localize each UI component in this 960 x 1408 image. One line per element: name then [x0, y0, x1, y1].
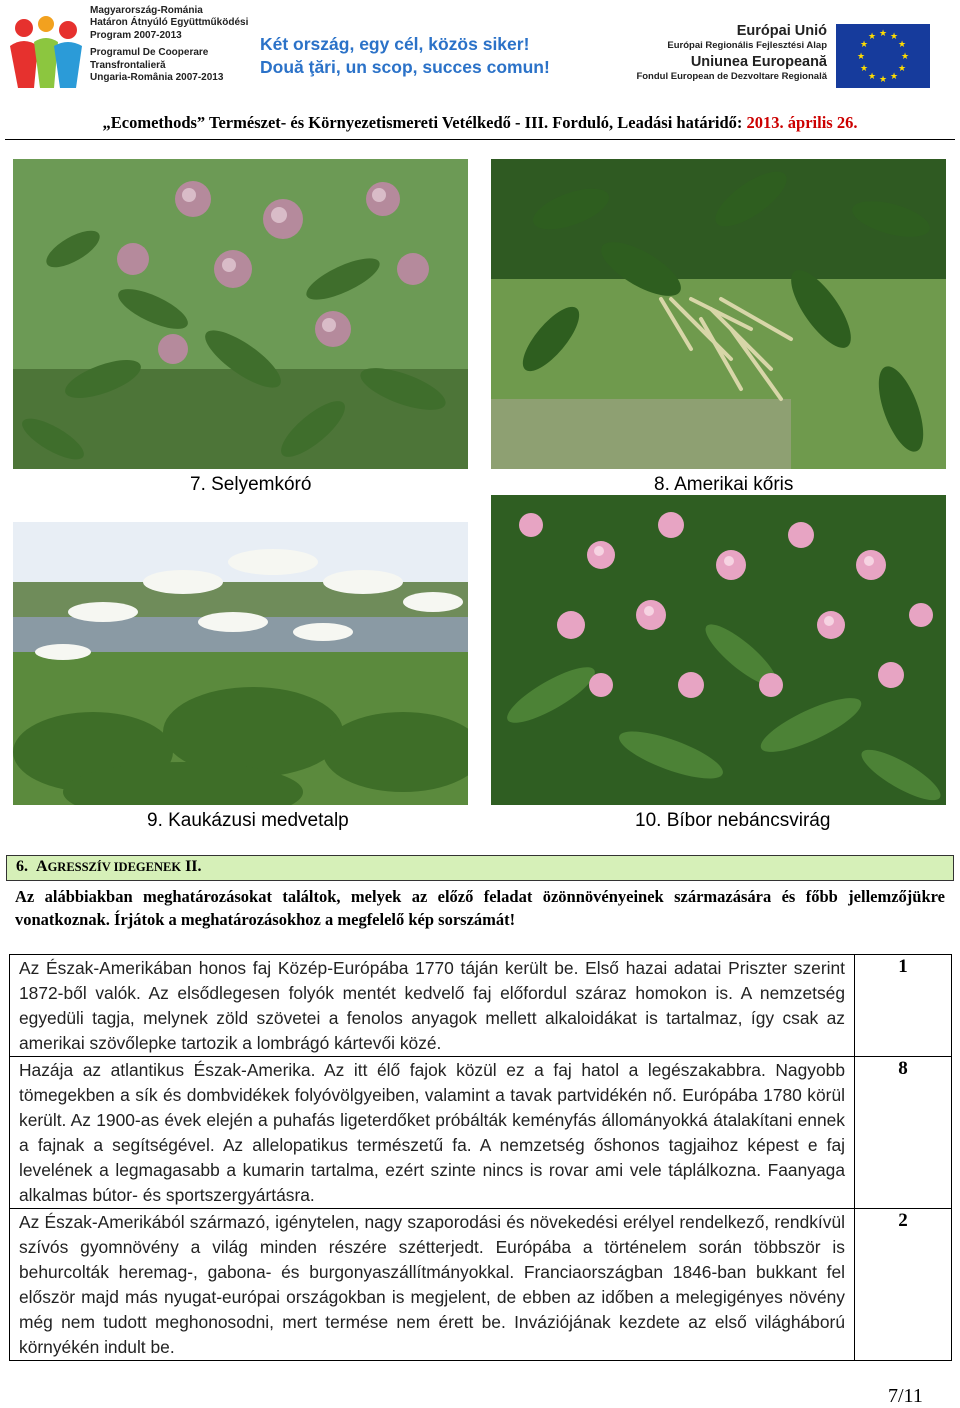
answer-cell[interactable]: 2 — [855, 1209, 952, 1361]
slogan-hu: Két ország, egy cél, közös siker! — [260, 34, 530, 54]
svg-text:★: ★ — [900, 52, 910, 62]
header-divider — [5, 139, 955, 140]
table-row — [10, 1209, 952, 1361]
milkweed-photo — [13, 159, 468, 469]
svg-text:★: ★ — [878, 29, 888, 39]
table-row — [10, 1057, 952, 1209]
slogan — [260, 33, 550, 79]
svg-text:★: ★ — [859, 40, 869, 50]
page-header — [0, 0, 960, 104]
page-title: „Ecomethods” Természet- és Környezetismereti Vetélkedő - III. Forduló, Leadási határidő: 2013. április 26. — [102, 113, 858, 132]
svg-text:★: ★ — [867, 32, 877, 42]
ro-hu-program-logo-icon — [4, 6, 88, 92]
definition-text: Hazája az atlantikus Észak-Amerika. Az itt élő fajok közül ez a faj hatol a legészakabbra. Nagyobb tömegekben a sík és dombvidékek folyóvölgyeiben, valamint a tavak partvidékén nő. Európába 1780 körül került. Az 1900-as évek elején a puhafás ligeterdőket próbálták keményfás állományokká átalakítani ennek a fajnak a segítségével. Az allelopatikus természetű fa. A nemzetség őshonos tagjaihoz képest e faj levelének a legmagasabb a kumarin tartalma, ezért szinte nincs is rovar ami vele táplálkozna. Faanyaga alkalmas bútor- és sportszergyártásra. — [10, 1057, 855, 1209]
photo-caption-8: 8. Amerikai kőris — [654, 474, 794, 495]
photo-caption-7: 7. Selyemkóró — [190, 474, 312, 495]
task-heading: 6. AGRESSZÍV IDEGENEK II. — [6, 855, 954, 881]
eu-flag-icon — [836, 24, 930, 88]
svg-text:★: ★ — [859, 64, 869, 74]
table-row — [10, 955, 952, 1057]
svg-text:★: ★ — [856, 52, 866, 62]
svg-text:★: ★ — [897, 40, 907, 50]
program-name: Magyarország-Románia Határon Átnyúló Együttműködési Program 2007-2013 Programul De Cooperare Transfrontalieră Ungaria-România 2007-2013 — [90, 5, 249, 84]
page-number: 7/11 — [888, 1385, 923, 1407]
slogan-ro: Două ţări, un scop, succes comun! — [260, 57, 550, 77]
definitions-table — [9, 954, 952, 1361]
ash-tree-photo — [491, 159, 946, 469]
svg-text:★: ★ — [889, 72, 899, 82]
svg-text:★: ★ — [878, 75, 888, 85]
svg-text:★: ★ — [867, 72, 877, 82]
photo-caption-9: 9. Kaukázusi medvetalp — [147, 810, 349, 831]
task-instruction: Az alábbiakban meghatározásokat találtok, melyek az előző feladat özönnövényeinek származására és főbb jellemzőjükre vonatkoznak. Írjátok a meghatározásokhoz a megfelelő kép sorszámát! — [15, 887, 945, 929]
answer-cell[interactable]: 1 — [855, 955, 952, 1057]
definition-text: Az Észak-Amerikából származó, igénytelen, nagy szaporodási és növekedési erélyel rendelkező, rendkívül szívós gyomnövény a világ minden részére szétterjedt. Európába a történelem során többször is behurcolták heremag-, gabona- és burgonyaszállítmányokkal. Franciaországban 1846-ban bukkant fel először majd más nyugat-európai országokban is megjelent, de ebben az időben a melegigényes növény még nem tudott meghonosodni, mert termése nem érett be. Inváziójának kezdete az első világháború környékén indult be. — [10, 1209, 855, 1361]
svg-text:★: ★ — [897, 64, 907, 74]
svg-text:★: ★ — [889, 32, 899, 42]
hogweed-photo — [13, 522, 468, 805]
definition-text: Az Észak-Amerikában honos faj Közép-Európába 1770 táján került be. Első hazai adatai Priszter szerint 1872-ből valók. Az elsődlegesen folyók mentét kedvelő faj előfordul száraz homokon is. A nemzetség egyedüli tagja, melynek zöld szövetei a fenolos anyagok mellett alkaloidákat is tartalmaz, így csak az amerikai szövőlepke tartozik a lombrágó kártevői közé. — [10, 955, 855, 1057]
eu-fund-label: Európai Unió Európai Regionális Fejlesztési Alap Uniunea Europeană Fondul European de Dezvoltare Regională — [636, 23, 827, 82]
photo-caption-10: 10. Bíbor nebáncsvirág — [635, 810, 831, 831]
answer-cell[interactable]: 8 — [855, 1057, 952, 1209]
balsam-photo — [491, 495, 946, 805]
